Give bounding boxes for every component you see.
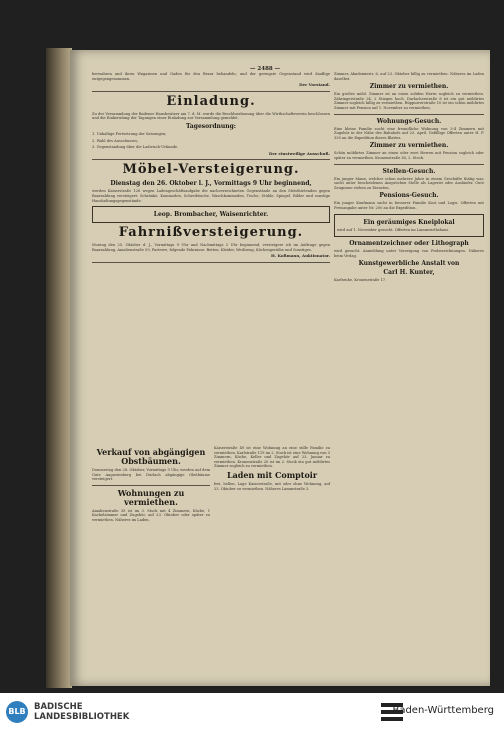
divider bbox=[334, 114, 484, 115]
right-intro: Zimmer, Akademiestr. 6, auf 23. Oktober billig zu vermiethen. Näheres im Laden daselbst. bbox=[334, 72, 484, 81]
page-number: — 2488 — bbox=[250, 66, 281, 72]
pension-text: Ein junger Kaufmann sucht in besserer Familie Kost und Logis. Offerten mit Preisangabe unter Nr. 200 an die Expedition. bbox=[334, 201, 484, 210]
zimmer-heading: Zimmer zu vermiethen. bbox=[369, 83, 449, 91]
library-name-line1: BADISCHE bbox=[34, 702, 83, 712]
fahrnis-heading: Fahrnißversteigerung. bbox=[118, 225, 304, 241]
tagesordnung-item: 1. Unhaltige Fertsetzung der Satzungen; bbox=[92, 131, 167, 136]
tagesordnung-item: 2. Wahl des Ausschusses; bbox=[92, 138, 139, 143]
einladung-text: Zu der Versammlung der Badener Hausbesitzer am 7. d. M. wurde die Beschlussfassung über die Wirthschaftsverein beschlossen und die Einberufung der Tagungen einer Einladung zur Versammlung gemeldet. bbox=[92, 111, 330, 121]
ausschuss-signature: Der einstweilige Ausschuß. bbox=[268, 150, 330, 156]
divider bbox=[334, 164, 484, 165]
zimmer2-heading: Zimmer zu vermiethen. bbox=[369, 142, 449, 150]
moebel-text: werden Kaiserstraße 126 wegen Ladengeschäftsaufgabe die nachverzeichneten Gegenstände an den Meistbietenden gegen Baarzahlung versteigert: Schränke, Kommoden, Schreibtische, Waschkommoden, Tische, Stühle, Spiegel, Bilder und sonstige Haushaltungsgegenstände. bbox=[92, 189, 330, 203]
left-subcolumn-a bbox=[92, 446, 210, 525]
zimmer2-text: Schön möblirtes Zimmer an einen oder zwei Herren mit Pension sogleich oder später zu vermiethen. Kronenstraße 36, 2. Stock. bbox=[334, 151, 484, 160]
divider bbox=[92, 91, 330, 92]
book-spine bbox=[46, 48, 72, 688]
right-column bbox=[334, 72, 484, 285]
tagesordnung-item: 3. Gegenstandung über die Ladwisch-Urkunde. bbox=[92, 145, 179, 150]
library-footer bbox=[0, 693, 504, 731]
intro-text: berwahren und ihren Wagazinen und Gaden für den Bezar behandeln; und der geringste Gegenstand wird dauflige entgegengenommen. bbox=[92, 72, 330, 81]
vorstand-signature: Der Vorstand. bbox=[299, 82, 330, 88]
firm-heading: Kunstgewerbliche Anstalt von bbox=[358, 260, 460, 268]
fahrnis-text: Montag den 25. Oktober d. J., Vormittags 9 Uhr und Nachmittags 2 Uhr beginnend, versteigere ich im Auftrage gegen Baarzahlung, Amalienstraße 59, Parterre, folgende Fahrnisse: Betten, Kleider, Weißzeug, Küchengeräthe und Sonstiges. bbox=[92, 243, 330, 252]
gesuch-text: Eine kleine Familie sucht eine freundliche Wohnung von 3-4 Zimmern mit Zugehör in der Nähe des Bahnhofs auf 23. April. Gefällige Offerten unter H. P. 330 an die Expedition dieses Blattes. bbox=[334, 126, 484, 140]
state-name[interactable]: Baden-Württemberg bbox=[392, 705, 494, 716]
library-name bbox=[34, 702, 129, 722]
brombacher-box bbox=[92, 206, 330, 223]
divider bbox=[92, 262, 330, 263]
blb-logo[interactable]: BLB bbox=[6, 701, 28, 723]
stelle-text: Ein junger Mann, welcher schon mehrere Jahre in einem Geschäfte thätig war, sucht unter bescheidenen Ansprüchen Stelle als Lagerist oder Ausläufer. Gute Zeugnisse stehen zu Diensten. bbox=[334, 176, 484, 190]
brombacher-signature: Leop. Brombacher, Waisenrichter. bbox=[153, 211, 269, 219]
divider bbox=[92, 485, 210, 486]
moebel-heading: Möbel-Versteigerung. bbox=[122, 162, 300, 178]
left-column bbox=[92, 72, 330, 266]
divider bbox=[92, 159, 330, 160]
verkauf-heading: Verkauf von abgängigen Obstbäumen. bbox=[96, 447, 206, 466]
local-heading: Ein geräumiges Kneiplokal bbox=[363, 218, 455, 226]
local-box bbox=[334, 214, 484, 238]
laden-heading: Laden mit Comptoir bbox=[226, 469, 318, 480]
ornament-text: wird gesucht. Anmeldung unter Vorzeigung von Probezeichnungen. Näheres beim Verlag. bbox=[334, 249, 484, 258]
local-text: wird auf 1. November gesucht. Offerten im Lammwirthshaus. bbox=[337, 227, 450, 232]
kossmann-signature: H. Koßmann, Auktionator. bbox=[270, 253, 330, 259]
gesuch-heading: Wohnungs-Gesuch. bbox=[376, 117, 442, 125]
tagesordnung-heading: Tagesordnung: bbox=[185, 122, 237, 130]
einladung-heading: Einladung. bbox=[166, 93, 256, 109]
ornament-heading: Ornamentzeichner oder Lithograph bbox=[349, 240, 469, 248]
left-subcolumn-b bbox=[214, 446, 330, 493]
laden-text: frei, hellen, Lage Kaiserstraße, mit oder ohne Wohnung, auf 23. Oktober zu vermiethen. Näheres Lammstraße 3. bbox=[214, 481, 330, 491]
library-name-line2: LANDESBIBLIOTHEK bbox=[34, 712, 130, 722]
kaiser-text: Kaiserstraße 49 ist eine Wohnung an eine stille Familie zu vermiethen. Karlstraße 119 im 2. Stock ist eine Wohnung von 3 Zimmern, Küche, Keller und Zugehör auf 23. Januar zu vermiethen. Kronenstraße 20 ist im 2. Stock ein gut möblirtes Zimmer sogleich zu vermiethen. bbox=[214, 446, 330, 469]
wohnungen-heading: Wohnungen zu vermiethen. bbox=[117, 487, 185, 507]
moebel-date: Dienstag den 26. Oktober l. J., Vormittags 9 Uhr beginnend, bbox=[110, 180, 312, 188]
newspaper-page bbox=[70, 50, 490, 686]
stelle-heading: Stellen-Gesuch. bbox=[382, 167, 436, 175]
firm-address: Karlsruhe, Kronenstraße 17. bbox=[334, 278, 387, 283]
zimmer-text: Ein großes möbl. Zimmer ist an einen soliden Herrn sogleich zu vermiethen. Zähringerstraße 24, 2 Stiegen hoch. Durlacherstraße 8 ist ein gut möblirtes Zimmer sogleich billig zu vermiethen. Rüppurrerstraße 10 ist ein schön möblirtes Zimmer mit Pension auf 1. November zu vermiethen. bbox=[334, 92, 484, 110]
wohnungen-text: Amalienstraße 35 ist im 3. Stock mit 4 Zimmern, Küche, 1 Kachelzimmer und Zugehör, auf 23. Oktober oder später zu vermiethen. Näheres im Laden. bbox=[92, 508, 210, 522]
verkauf-text: Donnerstag den 28. Oktober, Vormittags 9 Uhr, werden auf dem Gute Augustenberg bei Durlach abgängige Obstbäume versteigert. bbox=[92, 468, 210, 482]
firm-name: Carl H. Kunter, bbox=[383, 269, 435, 277]
pension-heading: Pensions-Gesuch. bbox=[379, 192, 439, 200]
